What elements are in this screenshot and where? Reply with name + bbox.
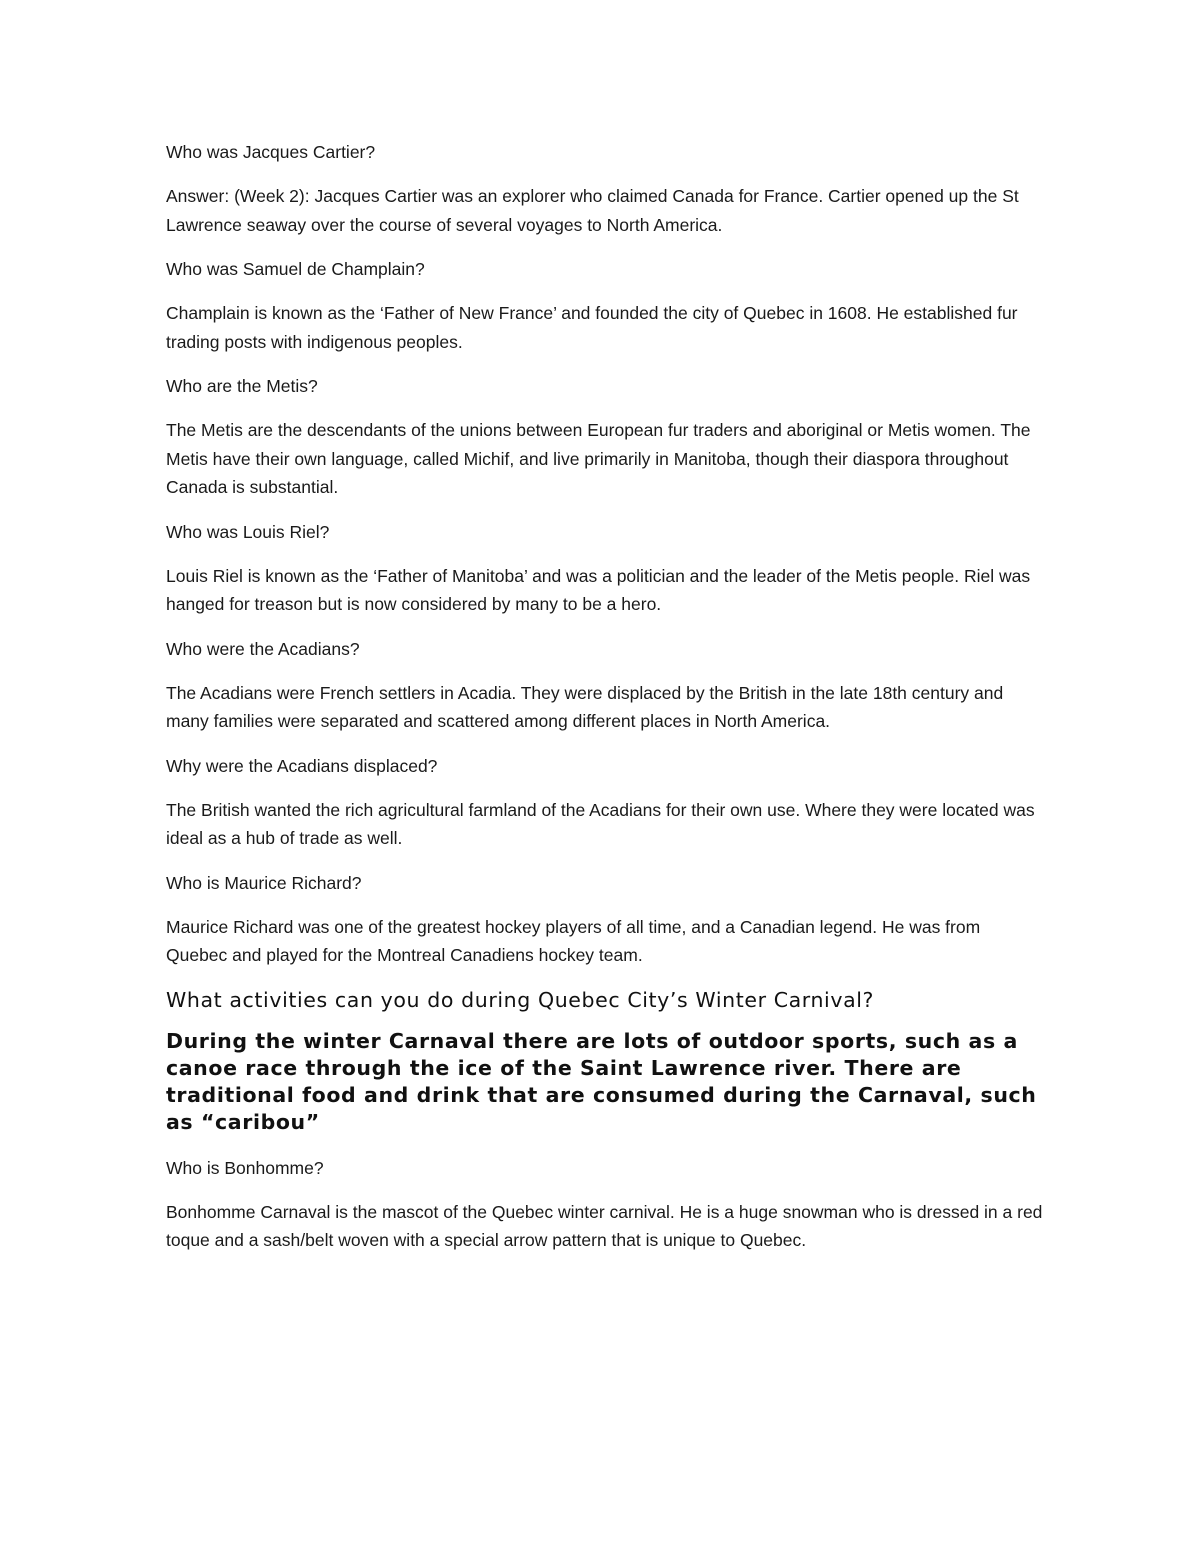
question-louis-riel: Who was Louis Riel? [166,521,330,542]
question-jacques-cartier: Who was Jacques Cartier? [166,142,376,162]
question-winter-carnival: What activities can you do during Quebec City’s Winter Carnival? [166,987,875,1012]
question-acadians: Who were the Acadians? [166,638,360,659]
answer-metis: The Metis are the descendants of the unions between European fur traders and aboriginal or Metis women. The Metis have their own language, called Michif, and live primarily in Manitoba, though their diaspora throughout Canada is substantial. [166,420,1031,497]
answer-louis-riel: Louis Riel is known as the ‘Father of Manitoba’ and was a politician and the leader of the Metis people. Riel was hanged for treason but is now considered by many to be a hero. [166,565,1031,614]
answer-samuel-de-champlain: Champlain is known as the ‘Father of New France’ and founded the city of Quebec in 1608. He established fur trading posts with indigenous peoples. [166,303,1018,352]
answer-acadians: The Acadians were French settlers in Acadia. They were displaced by the British in the late 18th century and many families were separated and scattered among different places in North America. [166,682,1004,731]
question-metis: Who are the Metis? [166,376,318,396]
answer-acadians-displaced: The British wanted the rich agricultural farmland of the Acadians for their own use. Where they were located was ideal as a hub of trade as well. [166,799,1035,848]
answer-bonhomme: Bonhomme Carnaval is the mascot of the Quebec winter carnival. He is a huge snowman who is dressed in a red toque and a sash/belt woven with a special arrow pattern that is unique to Quebec. [166,1201,1043,1250]
question-bonhomme: Who is Bonhomme? [166,1157,324,1178]
answer-maurice-richard: Maurice Richard was one of the greatest hockey players of all time, and a Canadian legend. He was from Quebec and played for the Montreal Canadiens hockey team. [166,916,981,965]
question-samuel-de-champlain: Who was Samuel de Champlain? [166,259,425,279]
question-acadians-displaced: Why were the Acadians displaced? [166,755,438,776]
answer-winter-carnival: During the winter Carnaval there are lots of outdoor sports, such as a canoe race through the ice of the Saint Lawrence river. There are traditional food and drink that are consumed during the Carnaval, such as “caribou” [166,1028,1037,1134]
answer-jacques-cartier: Answer: (Week 2): Jacques Cartier was an explorer who claimed Canada for France. Cartier opened up the St Lawrence seaway over the course of several voyages to North America. [166,186,1019,235]
question-maurice-richard: Who is Maurice Richard? [166,872,362,893]
document-body [166,138,1046,1271]
